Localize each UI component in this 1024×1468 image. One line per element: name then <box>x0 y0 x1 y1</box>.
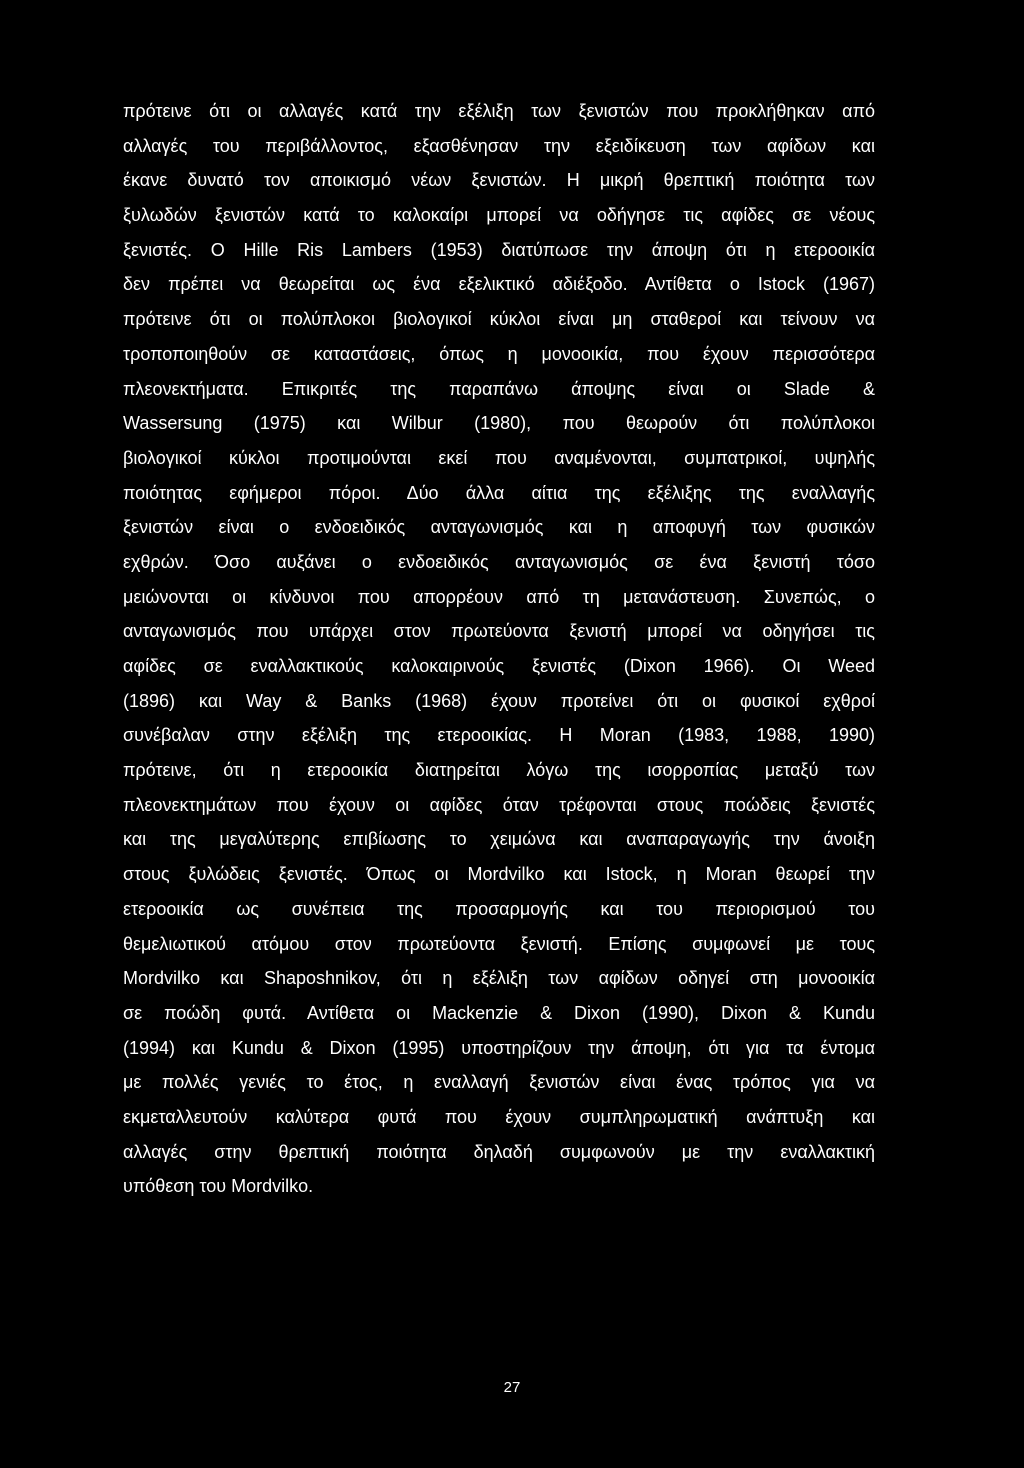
text-line: Wassersung (1975) και Wilbur (1980), που θεωρούν ότι πολύπλοκοι <box>123 413 875 434</box>
text-line: αλλαγές του περιβάλλοντος, εξασθένησαν την εξειδίκευση των αφίδων και <box>123 135 875 156</box>
text-line: υπόθεση του Mordvilko. <box>123 1176 314 1197</box>
text-line: θεμελιωτικού ατόμου στον πρωτεύοντα ξενιστή. Επίσης συμφωνεί με τους <box>123 933 875 954</box>
text-line: στους ξυλώδεις ξενιστές. Όπως οι Mordvilko και Istock, η Moran θεωρεί την <box>123 864 875 885</box>
text-line: ανταγωνισμός που υπάρχει στον πρωτεύοντα ξενιστή μπορεί να οδηγήσει τις <box>123 621 875 642</box>
text-line: (1994) και Kundu & Dixon (1995) υποστηρίζουν την άποψη, ότι για τα έντομα <box>123 1037 875 1058</box>
text-line: ξενιστές. Ο Hille Ris Lambers (1953) διατύπωσε την άποψη ότι η ετεροοικία <box>123 239 875 260</box>
text-line: δεν πρέπει να θεωρείται ως ένα εξελικτικό αδιέξοδο. Αντίθετα ο Istock (1967) <box>123 274 875 295</box>
text-line: ετεροοικία ως συνέπεια της προσαρμογής και του περιορισμού του <box>123 898 875 919</box>
text-line: πλεονεκτήματα. Επικριτές της παραπάνω άποψης είναι οι Slade & <box>123 378 875 399</box>
text-line: πρότεινε ότι οι πολύπλοκοι βιολογικοί κύκλοι είναι μη σταθεροί και τείνουν να <box>123 309 875 330</box>
text-line: Mordvilko και Shaposhnikov, ότι η εξέλιξη των αφίδων οδηγεί στη μονοοικία <box>123 968 875 989</box>
text-line: μειώνονται οι κίνδυνοι που απορρέουν από τη μετανάστευση. Συνεπώς, ο <box>123 586 875 607</box>
body-paragraph <box>123 94 875 1204</box>
text-line: ξενιστών είναι ο ενδοειδικός ανταγωνισμός και η αποφυγή των φυσικών <box>123 517 875 538</box>
text-line: ποιότητας εφήμεροι πόροι. Δύο άλλα αίτια της εξέλιξης της εναλλαγής <box>123 482 875 503</box>
text-line: συνέβαλαν στην εξέλιξη της ετεροοικίας. Η Moran (1983, 1988, 1990) <box>123 725 875 746</box>
text-line: πρότεινε, ότι η ετεροοικία διατηρείται λόγω της ισορροπίας μεταξύ των <box>123 760 875 781</box>
text-line: ξυλωδών ξενιστών κατά το καλοκαίρι μπορεί να οδήγησε τις αφίδες σε νέους <box>123 205 875 226</box>
text-line: έκανε δυνατό τον αποικισμό νέων ξενιστών. Η μικρή θρεπτική ποιότητα των <box>123 170 875 191</box>
text-line: βιολογικοί κύκλοι προτιμούνται εκεί που αναμένονται, συμπατρικοί, υψηλής <box>123 447 875 468</box>
text-line: εχθρών. Όσο αυξάνει ο ενδοειδικός ανταγωνισμός σε ένα ξενιστή τόσο <box>123 551 875 572</box>
text-line: πλεονεκτημάτων που έχουν οι αφίδες όταν τρέφονται στους ποώδεις ξενιστές <box>123 794 875 815</box>
page-number: 27 <box>503 1379 521 1396</box>
text-line: αφίδες σε εναλλακτικούς καλοκαιρινούς ξενιστές (Dixon 1966). Οι Weed <box>123 656 875 676</box>
text-line: με πολλές γενιές το έτος, η εναλλαγή ξενιστών είναι ένας τρόπος για να <box>123 1072 875 1093</box>
text-line: αλλαγές στην θρεπτική ποιότητα δηλαδή συμφωνούν με την εναλλακτική <box>123 1141 875 1162</box>
text-line: τροποποιηθούν σε καταστάσεις, όπως η μονοοικία, που έχουν περισσότερα <box>123 343 875 364</box>
text-line: εκμεταλλευτούν καλύτερα φυτά που έχουν συμπληρωματική ανάπτυξη και <box>123 1106 875 1127</box>
text-line: (1896) και Way & Banks (1968) έχουν προτείνει ότι οι φυσικοί εχθροί <box>123 690 875 711</box>
text-line: πρότεινε ότι οι αλλαγές κατά την εξέλιξη των ξενιστών που προκλήθηκαν από <box>123 101 875 121</box>
text-line: και της μεγαλύτερης επιβίωσης το χειμώνα και αναπαραγωγής την άνοιξη <box>123 829 875 850</box>
text-line: σε ποώδη φυτά. Αντίθετα οι Mackenzie & Dixon (1990), Dixon & Kundu <box>123 1002 875 1023</box>
